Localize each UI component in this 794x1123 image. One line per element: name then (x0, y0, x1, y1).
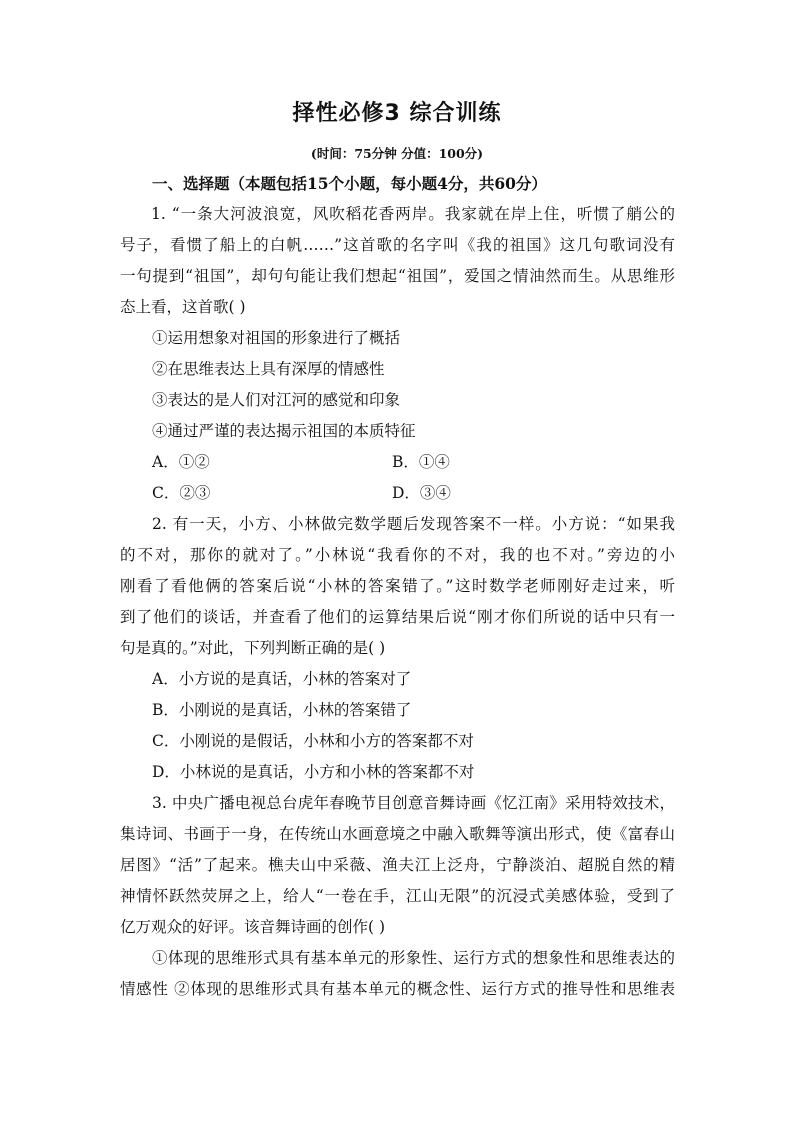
question-3-statements (120, 943, 675, 1005)
option-d[interactable]: D．③④ (392, 484, 451, 502)
stem-line: 1. “一条大河波浪宽，风吹稻花香两岸。我家就在岸上住，听惯了艄公的 (151, 205, 675, 223)
stem-line: 亿万观众的好评。该音舞诗画的创作( ) (120, 918, 386, 936)
stem-line: 神情怀跃然荧屏之上，给人“一卷在手，江山无限”的沉浸式美感体验，受到了 (120, 887, 675, 905)
stem-line: 一句提到“祖国”，却句句能让我们想起“祖国”，爱国之情油然而生。从思维形 (120, 267, 675, 285)
option-a[interactable]: A．小方说的是真话，小林的答案对了 (152, 670, 412, 688)
stem-line: 到了他们的谈话，并查看了他们的运算结果后说“刚才你们所说的话中只有一 (120, 608, 675, 626)
stem-line: 刚看了看他俩的答案后说“小林的答案错了。”这时数学老师刚好走过来，听 (120, 577, 675, 595)
statement-line: ①体现的思维形式具有基本单元的形象性、运行方式的想象性和思维表达的 (152, 949, 675, 967)
option-a[interactable]: A．①② (152, 453, 210, 471)
exam-content (120, 168, 675, 1005)
statement-line: 情感性 ②体现的思维形式具有基本单元的概念性、运行方式的推导性和思维表 (120, 980, 675, 998)
statement-3: ③表达的是人们对江河的感觉和印象 (152, 391, 401, 409)
option-b[interactable]: B．小刚说的是真话，小林的答案错了 (152, 701, 412, 719)
page-title: 择性必修3 综合训练 (292, 101, 502, 126)
option-b[interactable]: B．①④ (392, 453, 450, 471)
stem-line: 句是真的。”对此，下列判断正确的是( ) (120, 639, 386, 657)
statement-1: ①运用想象对祖国的形象进行了概括 (152, 329, 401, 347)
options-row (120, 447, 675, 478)
stem-line: 的不对，那你的就对了。”小林说“我看你的不对，我的也不对。”旁边的小 (120, 546, 675, 564)
stem-line: 号子，看惯了船上的白帆……”这首歌的名字叫《我的祖国》这几句歌词没有 (120, 236, 675, 254)
question-3 (120, 788, 675, 1005)
option-c[interactable]: C．②③ (152, 484, 211, 502)
question-2 (120, 509, 675, 788)
options-row (120, 478, 675, 509)
question-1 (120, 199, 675, 509)
stem-line: 居图》“活”了起来。樵夫山中采薇、渔夫江上泛舟，宁静淡泊、超脱自然的精 (120, 856, 675, 874)
question-3-stem (120, 788, 675, 943)
exam-info: (时间：75分钟 分值：100分) (310, 146, 484, 161)
statement-2: ②在思维表达上具有深厚的情感性 (152, 360, 385, 378)
option-c[interactable]: C．小刚说的是假话，小林和小方的答案都不对 (152, 732, 474, 750)
question-1-stem (120, 199, 675, 323)
section-heading: 一、选择题（本题包括15个小题，每小题4分，共60分） (152, 174, 547, 193)
question-2-stem (120, 509, 675, 664)
stem-line: 态上看，这首歌( ) (120, 298, 246, 316)
stem-line: 集诗词、书画于一身，在传统山水画意境之中融入歌舞等演出形式，使《富春山 (120, 825, 675, 843)
statement-4: ④通过严谨的表达揭示祖国的本质特征 (152, 422, 416, 440)
stem-line: 2. 有一天，小方、小林做完数学题后发现答案不一样。小方说：“如果我 (152, 515, 675, 533)
option-d[interactable]: D．小林说的是真话，小方和小林的答案都不对 (152, 763, 475, 781)
stem-line: 3. 中央广播电视总台虎年春晚节目创意音舞诗画《忆江南》采用特效技术， (152, 794, 675, 812)
